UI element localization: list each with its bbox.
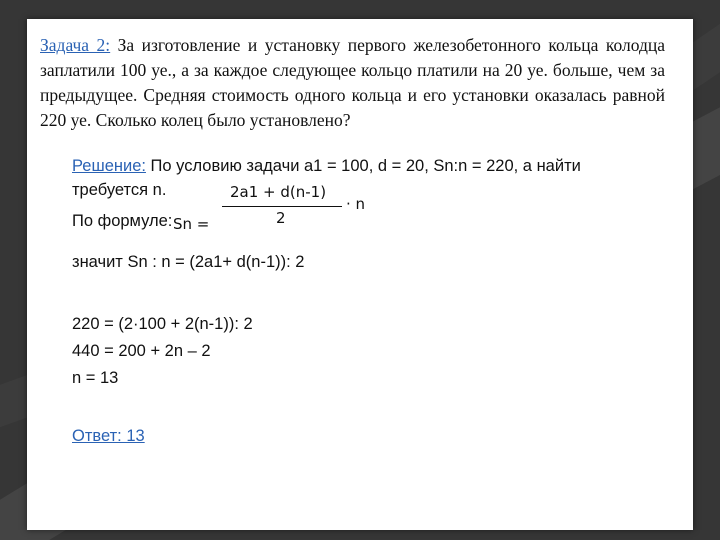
fraction-bar <box>222 206 342 207</box>
problem-text: За изготовление и установку первого железобетонного кольца колодца заплатили 100 уе., а за каждое следующее кольцо платили на 20 уе. больше, чем за предыдущее. Средняя стоимость одного кольца и его установки оказалась равной 220 уе. Сколько колец было установлено? <box>40 35 666 130</box>
problem-label[interactable]: Задача 2: <box>40 35 111 55</box>
formula-label: По формуле: <box>72 212 173 230</box>
solution-line-1 <box>72 157 581 176</box>
solution-line-2: требуется n. <box>72 181 167 199</box>
step-2: 440 = 200 + 2n – 2 <box>72 342 211 360</box>
answer-link[interactable]: Ответ: 13 <box>72 427 145 445</box>
formula-times: · n <box>346 195 366 213</box>
step-1: 220 = (2·100 + 2(n-1)): 2 <box>72 315 253 333</box>
solution-label[interactable]: Решение: <box>72 157 146 175</box>
condition-formula: a1 = 100, d = 20, Sn:n = 220, а найти <box>299 157 581 175</box>
means-line: значит Sn : n = (2a1+ d(n-1)): 2 <box>72 253 305 271</box>
formula-numerator: 2a1 + d(n-1) <box>230 183 327 201</box>
formula-sn: Sn = <box>173 215 210 233</box>
formula-denominator: 2 <box>276 209 286 227</box>
condition-text: По условию задачи <box>145 157 300 175</box>
step-3: n = 13 <box>72 369 119 387</box>
problem-statement <box>40 33 665 133</box>
